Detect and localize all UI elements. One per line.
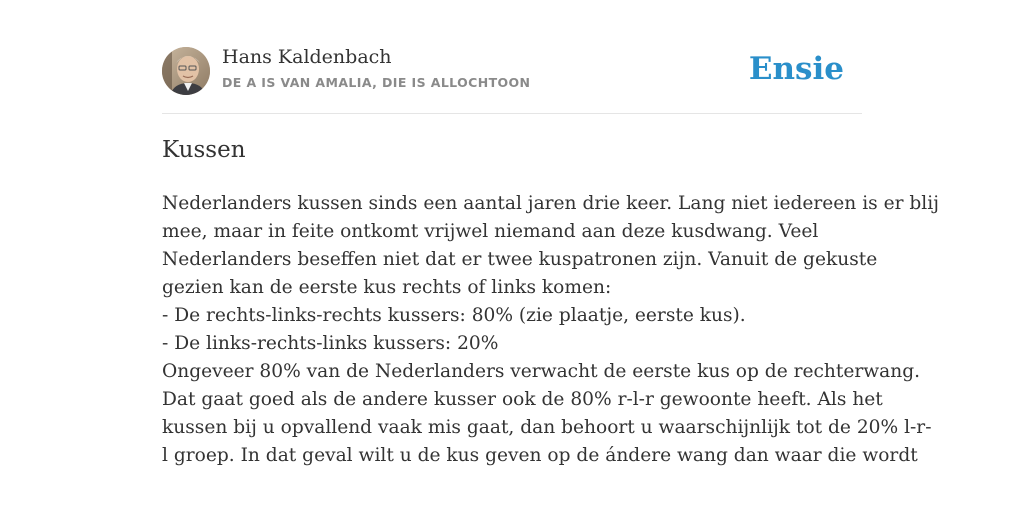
article-body <box>162 190 939 470</box>
paragraph-line: kussen bij u opvallend vaak mis gaat, dan behoort u waarschijnlijk tot de 20% l-r- <box>162 417 932 438</box>
kissing-patterns-list <box>162 302 862 358</box>
article-paragraph-explanation <box>162 358 932 470</box>
paragraph-line: l groep. In dat geval wilt u de kus geven op de ándere wang dan waar die wordt <box>162 445 918 466</box>
author-tagline: DE A IS VAN AMALIA, DIE IS ALLOCHTOON <box>222 75 531 90</box>
paragraph-line: mee, maar in feite ontkomt vrijwel niemand aan deze kusdwang. Veel <box>162 221 819 242</box>
paragraph-line: Nederlanders kussen sinds een aantal jaren drie keer. Lang niet iedereen is er blij <box>162 193 939 214</box>
paragraph-line: Nederlanders beseffen niet dat er twee kuspatronen zijn. Vanuit de gekuste <box>162 249 878 270</box>
ensie-logo[interactable]: Ensie <box>748 51 844 87</box>
author-avatar[interactable] <box>162 47 210 95</box>
list-item: - De links-rechts-links kussers: 20% <box>162 333 499 354</box>
author-header <box>162 44 862 114</box>
paragraph-line: Dat gaat goed als de andere kusser ook de 80% r-l-r gewoonte heeft. Als het <box>162 389 883 410</box>
article-title: Kussen <box>162 137 246 163</box>
author-name[interactable]: Hans Kaldenbach <box>222 46 392 68</box>
author-portrait-image <box>162 47 210 95</box>
list-item: - De rechts-links-rechts kussers: 80% (zie plaatje, eerste kus). <box>162 305 746 326</box>
paragraph-line: Ongeveer 80% van de Nederlanders verwacht de eerste kus op de rechterwang. <box>162 361 921 382</box>
article-paragraph-intro <box>162 190 939 302</box>
paragraph-line: gezien kan de eerste kus rechts of links komen: <box>162 277 612 298</box>
